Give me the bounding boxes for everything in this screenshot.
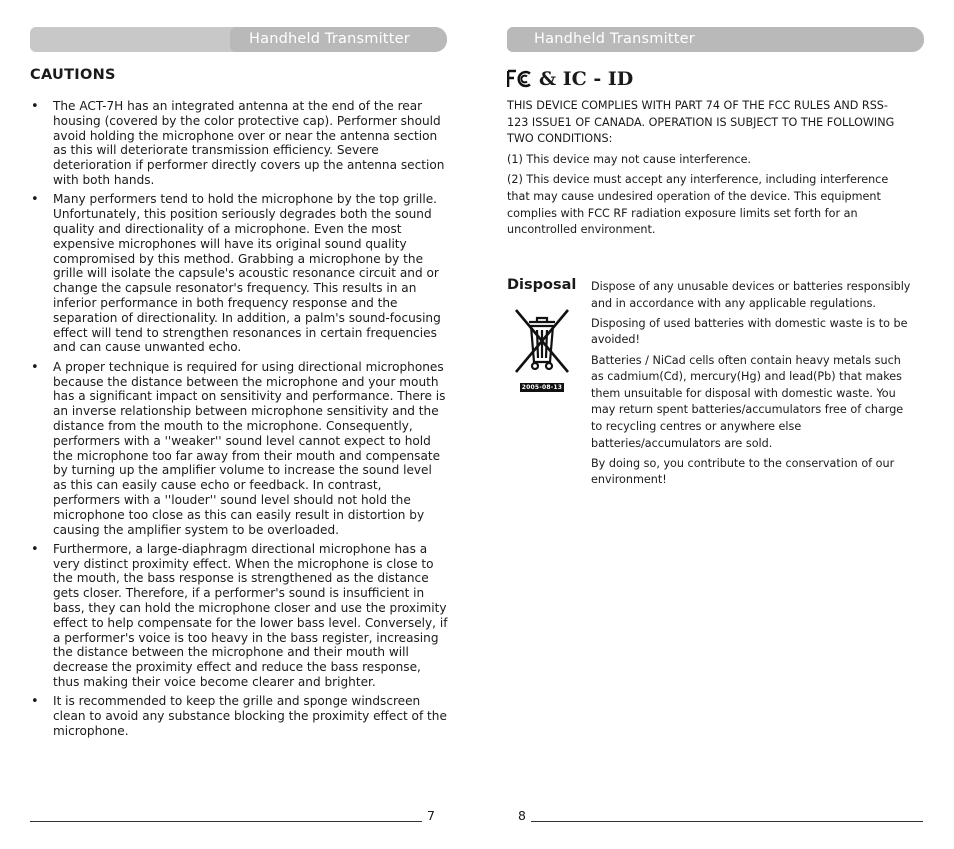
bullet-icon: • (31, 99, 39, 114)
fcc-compliance-text (507, 98, 907, 243)
crossed-bin-icon (513, 308, 571, 380)
bullet-icon: • (31, 192, 39, 208)
compliance-paragraph: (1) This device may not cause interference. (507, 152, 752, 166)
list-item (30, 360, 448, 538)
bullet-text: It is recommended to keep the grille and sponge windscreen clean to avoid any substance blocking the proximity effect of the microphone. (53, 694, 447, 739)
right-page (477, 0, 954, 849)
list-item (30, 542, 448, 690)
footer-rule (30, 821, 422, 822)
disposal-paragraph: Disposing of used batteries with domestic waste is to be avoided! (591, 316, 908, 347)
disposal-paragraph: Batteries / NiCad cells often contain heavy metals such as cadmium(Cd), mercury(Hg) and lead(Pb) that makes them unsuitable for disposal with domestic waste. You may return spent batteries/accumulators free of charge to recycling centres or anywhere else batteries/accumulators are sold. (591, 353, 904, 450)
bullet-text: The ACT-7H has an integrated antenna at the end of the rear housing (covered by the color protective cap). Performer should avoid holding the microphone over or near the antenna section as this will deteriorate transmission efficiency. Severe deterioration if performer directly covers up the antenna section with both hands. (53, 99, 445, 187)
header-title: Handheld Transmitter (249, 31, 410, 47)
bullet-text: Furthermore, a large-diaphragm directional microphone has a very distinct proximity effect. When the microphone is close to the mouth, the bass response is strengthened as the distance gets closer. Therefore, if a performer's sound is insufficient in bass, they can hold the microphone closer and use the proximity effect to help compensate for the lower bass level. Conversely, if a performer's voice is too heavy in the bass register, increasing the distance between the microphone and their mouth will decrease the proximity effect and reduce the bass response, thus making their voice become clearer and brighter. (53, 541, 448, 690)
disposal-paragraph: By doing so, you contribute to the conservation of our environment! (591, 456, 895, 487)
disposal-heading: Disposal (507, 277, 577, 293)
header-title: Handheld Transmitter (534, 31, 695, 47)
disposal-text (591, 279, 917, 493)
disposal-paragraph: Dispose of any unusable devices or batteries responsibly and in accordance with any applicable regulations. (591, 280, 911, 310)
page-header-bar (507, 27, 924, 52)
list-item (30, 694, 448, 738)
page-number: 7 (427, 808, 435, 823)
list-item (30, 192, 448, 355)
bullet-icon: • (31, 541, 39, 557)
page-number: 8 (518, 808, 526, 823)
compliance-paragraph: (2) This device must accept any interference, including interference that may cause undesired operation of the device. This equipment complies with FCC RF radiation exposure limits set forth for an uncontrolled environment. (507, 173, 889, 237)
bullet-text: Many performers tend to hold the microphone by the top grille. Unfortunately, this position seriously degrades both the sound quality and directionality of a microphone. Even the most expensive microphones will have its original sound quality compromised by this method. Grabbing a microphone by the grille will isolate the capsule's acoustic resonance circuit and or change the capsule resonator's frequency. This results in an inferior performance in both frequency response and the separation of directionality. In addition, a palm's sound-focusing effect will tend to strengthen resonances in certain frequencies and can cause unwanted echo. (53, 192, 441, 355)
page-header-bar (30, 27, 447, 52)
cautions-list (30, 99, 448, 743)
weee-date-label: 2005-08-13 (521, 384, 563, 391)
bullet-icon: • (31, 694, 39, 710)
fcc-logo-icon (507, 69, 533, 89)
fcc-heading-text: & IC - ID (539, 68, 634, 90)
bullet-icon: • (31, 359, 39, 375)
list-item (30, 99, 448, 188)
fcc-ic-heading (507, 68, 633, 90)
footer-rule (531, 821, 923, 822)
cautions-heading: CAUTIONS (30, 67, 116, 83)
compliance-paragraph: THIS DEVICE COMPLIES WITH PART 74 OF THE FCC RULES AND RSS-123 ISSUE1 OF CANADA. OPERATION IS SUBJECT TO THE FOLLOWING TWO CONDITIONS: (507, 99, 895, 146)
bullet-text: A proper technique is required for using directional microphones because the distance between the microphone and your mouth has a significant impact on sensitivity and performance. There is an inverse relationship between microphone sensitivity and the distance from the mouth to the microphone. Consequently, performers with a ''weaker'' sound level cannot expect to hold the microphone too far away from their mouth and compensate by turning up the amplifier volume to increase the sound level as this can easily cause echo or feedback. In contrast, performers with a ''louder'' sound level should not hold the microphone too close as this can easily result in distortion by causing the amplifier system to be overloaded. (53, 359, 446, 537)
